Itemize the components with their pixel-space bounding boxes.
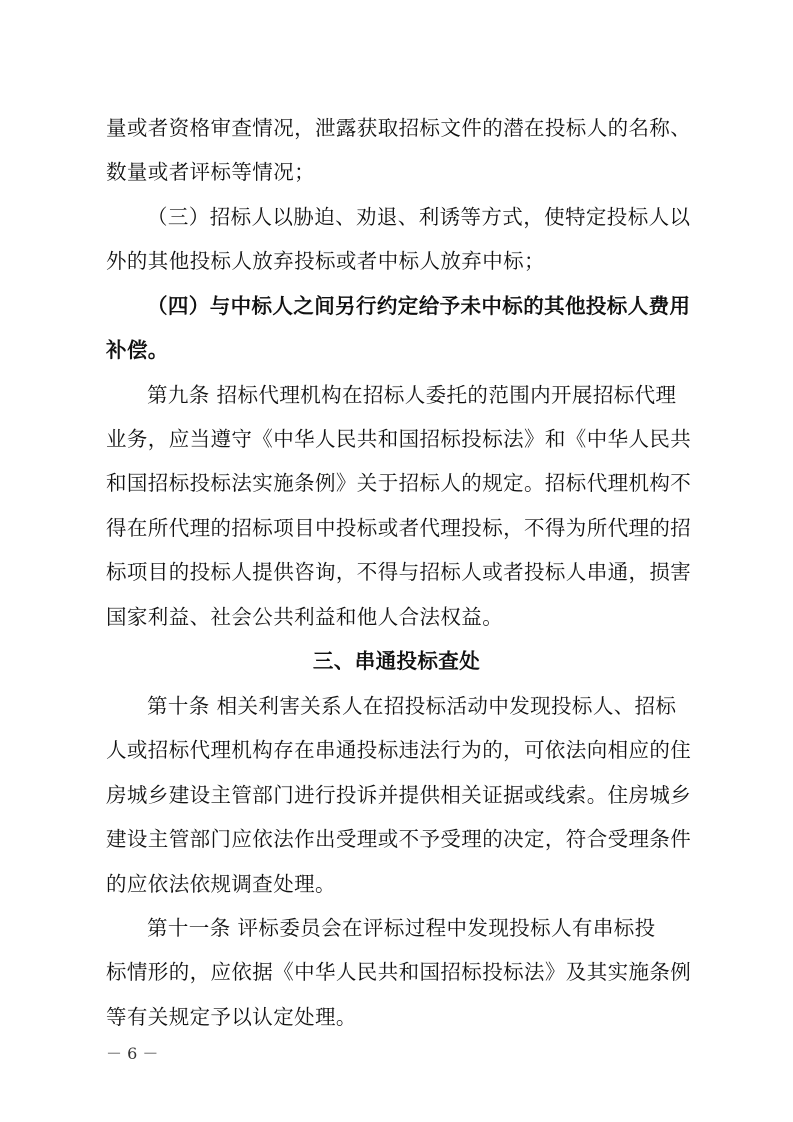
text-line: 建设主管部门应依法作出受理或不予受理的决定，符合受理条件 <box>106 827 692 851</box>
text-line: 得在所代理的招标项目中投标或者代理投标，不得为所代理的招 <box>106 516 692 540</box>
text-line: 和国招标投标法实施条例》关于招标人的规定。招标代理机构不 <box>106 471 692 495</box>
text-line: 量或者资格审查情况，泄露获取招标文件的潜在投标人的名称、 <box>106 116 692 140</box>
text-line: 的应依法依规调查处理。 <box>106 872 336 896</box>
text-line: 业务，应当遵守《中华人民共和国招标投标法》和《中华人民共 <box>106 427 692 451</box>
article-11-line: 第十一条 评标委员会在评标过程中发现投标人有串标投 <box>147 916 656 940</box>
article-10-line: 第十条 相关利害关系人在招投标活动中发现投标人、招标 <box>147 694 677 718</box>
text-line: （三）招标人以胁迫、劝退、利诱等方式，使特定投标人以 <box>147 205 691 229</box>
text-line: 等有关规定予以认定处理。 <box>106 1005 357 1029</box>
section-heading: 三、串通投标查处 <box>312 649 481 673</box>
article-9-line: 第九条 招标代理机构在招标人委托的范围内开展招标代理 <box>147 383 677 407</box>
text-line: 标情形的，应依据《中华人民共和国招标投标法》及其实施条例 <box>106 960 692 984</box>
text-line: 外的其他投标人放弃投标或者中标人放弃中标； <box>106 249 545 273</box>
text-line: 国家利益、社会公共利益和他人合法权益。 <box>106 605 504 629</box>
text-line: 标项目的投标人提供咨询，不得与招标人或者投标人串通，损害 <box>106 560 692 584</box>
bold-clause-line: （四）与中标人之间另行约定给予未中标的其他投标人费用 <box>147 294 691 318</box>
page-number: － 6 － <box>106 1044 159 1063</box>
text-line: 数量或者评标等情况； <box>106 160 315 184</box>
bold-clause-line: 补偿。 <box>106 338 169 362</box>
text-line: 人或招标代理机构存在串通投标违法行为的，可依法向相应的住 <box>106 738 692 762</box>
text-line: 房城乡建设主管部门进行投诉并提供相关证据或线索。住房城乡 <box>106 783 692 807</box>
